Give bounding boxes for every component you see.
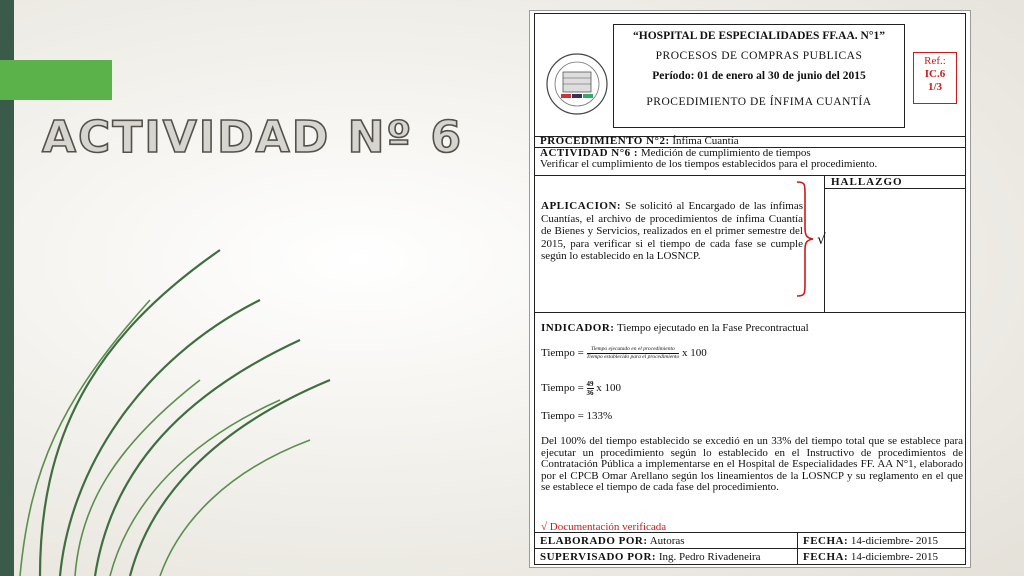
slide-title: ACTIVIDAD Nº 6 xyxy=(42,112,464,163)
formula-2-numerator: 49 xyxy=(586,380,594,388)
green-arrow-tab xyxy=(0,60,112,100)
aplicacion-cell xyxy=(535,176,825,312)
procedimiento-value: Ínfima Cuantía xyxy=(672,135,739,147)
reference-box xyxy=(913,52,957,104)
aplicacion-text: Se solicitó al Encargado de las ínfimas Cuantías, el archivo de procedimientos de ínfima Cuantía de Bienes y Servicios, realizados en el primer semestre del 2015, para verificar si el tiempo de cada fase se cumple según lo establecido en la LOSNCP. xyxy=(541,200,803,263)
process-name: PROCESOS DE COMPRAS PUBLICAS xyxy=(655,50,863,62)
check-mark: √ xyxy=(817,232,826,248)
period: Período: 01 de enero al 30 de junio del 2015 xyxy=(652,70,866,82)
indicador-line xyxy=(541,322,809,334)
actividad-row xyxy=(535,148,965,176)
procedimiento-label: PROCEDIMIENTO N°2: xyxy=(540,135,670,147)
formula-2-denominator: 36 xyxy=(586,389,594,397)
elaborado-label: ELABORADO POR: xyxy=(540,535,648,547)
procedure-name: PROCEDIMIENTO DE ÍNFIMA CUANTÍA xyxy=(646,96,872,108)
document-sheet xyxy=(534,13,966,565)
elaborado-fecha-cell xyxy=(803,535,938,547)
formula-1-numerator: Tiempo ejecutado en el procedimiento xyxy=(587,346,680,354)
hallazgo-divider xyxy=(825,188,965,189)
actividad-detail: Verificar el cumplimiento de los tiempos establecidos para el procedimiento. xyxy=(540,158,878,170)
supervisado-divider xyxy=(797,549,798,565)
elaborado-cell xyxy=(540,535,685,547)
elaborado-fecha-label: FECHA: xyxy=(803,535,849,547)
formula-1-rhs: x 100 xyxy=(681,347,707,360)
elaborado-divider xyxy=(797,533,798,549)
elaborado-row xyxy=(535,532,965,549)
supervisado-fecha: 14-diciembre- 2015 xyxy=(850,551,938,563)
aplicacion-label: APLICACION: xyxy=(541,200,622,212)
header-box xyxy=(613,24,905,128)
formula-2-lhs: Tiempo = xyxy=(541,382,584,395)
actividad-value: Medición de cumplimiento de tiempos xyxy=(640,147,811,159)
supervisado-cell xyxy=(540,551,761,563)
conclusion-paragraph: Del 100% del tiempo establecido se excedió en un 33% del tiempo total que se establece para ejecutar un procedimiento según lo establecido en el Instructivo de procedimientos de Contratación Pública a implementarse en el Hospital de Especialidades FF. AA N°1, elaborado por el CPCB Omar Arellano según los lineamientos de la LOSNCP y su reglamento en el que se establece el tiempo de cada fase del procedimiento. xyxy=(541,435,963,494)
hospital-name: “HOSPITAL DE ESPECIALIDADES FF.AA. N°1” xyxy=(633,30,885,42)
ref-page: 1/3 xyxy=(927,81,943,93)
elaborado-value: Autoras xyxy=(649,535,685,547)
supervisado-fecha-label: FECHA: xyxy=(803,551,849,563)
formula-2 xyxy=(541,380,621,397)
indicador-divider xyxy=(535,312,965,313)
indicador-label: INDICADOR: xyxy=(541,322,615,334)
aplicacion-text-block xyxy=(541,200,803,263)
ref-code: IC.6 xyxy=(924,68,946,80)
supervisado-row xyxy=(535,548,965,565)
supervisado-label: SUPERVISADO POR: xyxy=(540,551,657,563)
formula-1-denominator: Tiempo establecido para el procedimiento xyxy=(586,354,680,360)
actividad-label: ACTIVIDAD N°6 : xyxy=(540,147,639,159)
formula-2-rhs: x 100 xyxy=(596,382,622,395)
hallazgo-header: HALLAZGO xyxy=(831,176,903,188)
audit-document xyxy=(529,10,971,568)
formula-1 xyxy=(541,346,707,361)
red-brace-icon xyxy=(789,180,839,298)
formula-2-fraction xyxy=(587,380,594,397)
supervisado-fecha-cell xyxy=(803,551,938,563)
formula-3: Tiempo = 133% xyxy=(541,410,613,422)
ref-label: Ref.: xyxy=(924,55,946,67)
supervisado-value: Ing. Pedro Rivadeneira xyxy=(658,551,761,563)
indicador-value: Tiempo ejecutado en la Fase Precontractual xyxy=(617,322,809,334)
documentacion-verificada: √ Documentación verificada xyxy=(541,521,667,533)
document-header xyxy=(535,14,965,137)
formula-1-lhs: Tiempo = xyxy=(541,347,584,360)
elaborado-fecha: 14-diciembre- 2015 xyxy=(850,535,938,547)
formula-1-fraction xyxy=(587,346,680,361)
hospital-logo-icon xyxy=(543,50,611,118)
